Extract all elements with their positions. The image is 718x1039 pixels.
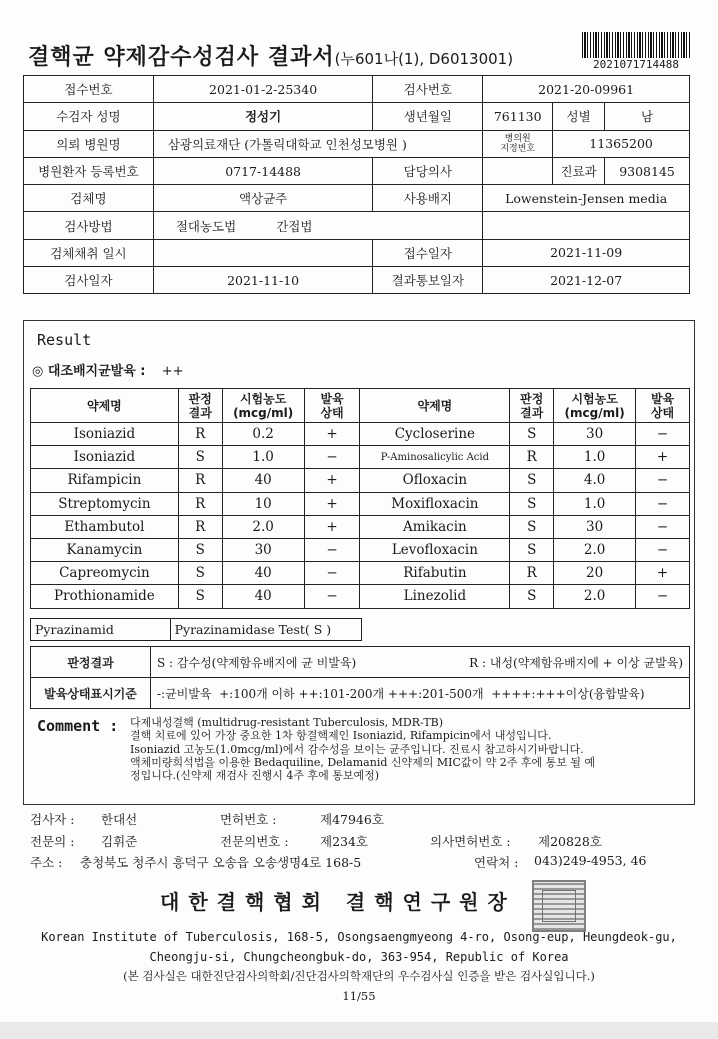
- drug-name: Capreomycin: [31, 562, 179, 585]
- growth-status: +: [636, 562, 690, 585]
- growth-status: −: [304, 585, 360, 608]
- address-label: 주소 :: [30, 855, 63, 870]
- report-title: [28, 40, 513, 71]
- hospital-name: 삼광의료재단 (가톨릭대학교 인천성모병원 ): [153, 130, 482, 157]
- drug-name: Cycloserine: [360, 423, 510, 446]
- sex-label: 성별: [553, 103, 605, 130]
- drug-name: Rifampicin: [31, 469, 179, 492]
- growth-status: −: [636, 469, 690, 492]
- info-row: [24, 130, 690, 157]
- growth-legend: -:균비발육 +:100개 이하 ++:101-200개 +++:201-500개 ++++:+++이상(융합발육): [151, 678, 690, 709]
- judgement-result: R: [510, 562, 554, 585]
- conc-header: 시험농도 (mcg/ml): [222, 389, 304, 423]
- official-seal-icon: [532, 880, 586, 932]
- judgement-result: R: [178, 469, 222, 492]
- specimen-value: 액상균주: [153, 185, 373, 212]
- judgement-result: S: [510, 423, 554, 446]
- organization-name: 대한결핵협회 결핵연구원장: [160, 890, 516, 914]
- test-concentration: 30: [222, 538, 304, 561]
- method-1: 절대농도법: [175, 218, 237, 234]
- barcode-number: 2021071714488: [592, 58, 680, 71]
- judgement-result: S: [178, 562, 222, 585]
- address-en-line-1: Korean Institute of Tuberculosis, 168-5, Osongsaengmyeong 4-ro, Osong-eup, Heungdeok-gu,: [41, 930, 677, 944]
- specialist-name: 김휘준: [101, 834, 138, 849]
- test-date-label: 검사일자: [24, 267, 154, 294]
- growth-status: −: [304, 446, 360, 469]
- drug-row: [31, 538, 690, 561]
- drug-row: [31, 469, 690, 492]
- drug-name: Levofloxacin: [360, 538, 510, 561]
- medium-label: 사용배지: [373, 185, 483, 212]
- specialist-label: 전문의 :: [30, 834, 75, 849]
- designation-no: 11365200: [553, 130, 690, 157]
- collection-date: [153, 239, 373, 266]
- method-value: [153, 212, 482, 239]
- doctor-label: 담당의사: [373, 157, 483, 184]
- drug-name: Streptomycin: [31, 492, 179, 515]
- drug-name: Amikacin: [360, 515, 510, 538]
- info-row: [24, 157, 690, 184]
- growth-legend-label: 발육상태표시기준: [31, 678, 151, 709]
- drug-name: Rifabutin: [360, 562, 510, 585]
- test-concentration: 0.2: [222, 423, 304, 446]
- drug-header: 약제명: [31, 389, 179, 423]
- judgement-result: S: [178, 538, 222, 561]
- growth-status: +: [304, 469, 360, 492]
- comment-line: 다제내성결핵 (multidrug-resistant Tuberculosis, MDR-TB): [130, 716, 444, 729]
- drug-name: Isoniazid: [31, 446, 179, 469]
- birth-label: 생년월일: [373, 103, 483, 130]
- method-2: 간접법: [276, 218, 313, 234]
- method-label: 검사방법: [24, 212, 154, 239]
- patient-reg: 0717-14488: [153, 157, 373, 184]
- report-date: 2021-12-07: [483, 267, 690, 294]
- judgement-result: R: [510, 446, 554, 469]
- judgement-s: S : 감수성(약제함유배지에 균 비발육): [157, 655, 357, 670]
- reception-date-label: 접수일자: [373, 239, 483, 266]
- test-concentration: 40: [222, 562, 304, 585]
- judgement-result: S: [510, 538, 554, 561]
- control-growth: [32, 360, 184, 379]
- drug-name: Kanamycin: [31, 538, 179, 561]
- control-label: ◎ 대조배지균발육 :: [32, 364, 146, 379]
- growth-status: −: [304, 562, 360, 585]
- patient-name-label: 수검자 성명: [24, 103, 154, 130]
- test-concentration: 4.0: [554, 469, 636, 492]
- info-row: [24, 239, 690, 266]
- judgement-result: S: [510, 492, 554, 515]
- reception-no-label: 접수번호: [24, 76, 154, 103]
- contact-value: 043)249-4953, 46: [534, 853, 647, 868]
- test-concentration: 2.0: [554, 538, 636, 561]
- doctor-license: 제20828호: [538, 834, 602, 849]
- medium-value: Lowenstein-Jensen media: [483, 185, 690, 212]
- info-row: [24, 267, 690, 294]
- reception-date: 2021-11-09: [483, 239, 690, 266]
- sex-value: 남: [605, 103, 690, 130]
- drug-name: P-Aminosalicylic Acid: [360, 446, 510, 469]
- info-row: [24, 212, 690, 239]
- designation-label-line: 병의원: [504, 133, 531, 144]
- form-code: (누601나(1), D6013001): [334, 50, 514, 68]
- judgement-result: R: [178, 515, 222, 538]
- test-concentration: 40: [222, 469, 304, 492]
- drug-row: [31, 562, 690, 585]
- judgement-result: S: [510, 515, 554, 538]
- drug-table-body: [31, 423, 690, 609]
- test-concentration: 1.0: [222, 446, 304, 469]
- designation-label-line: 지정번호: [500, 143, 536, 154]
- report-date-label: 결과통보일자: [373, 267, 483, 294]
- drug-name: Ethambutol: [31, 515, 179, 538]
- control-value: ++: [161, 364, 184, 379]
- specialist-no: 제234호: [320, 834, 369, 849]
- address-en-line-2: Cheongju-si, Chungcheongbuk-do, 363-954, Republic of Korea: [149, 950, 569, 964]
- test-concentration: 1.0: [554, 492, 636, 515]
- test-concentration: 2.0: [222, 515, 304, 538]
- contact-label: 연락처 :: [474, 855, 519, 870]
- conc-header: 시험농도 (mcg/ml): [554, 389, 636, 423]
- judgement-legend: [151, 647, 690, 678]
- doctor-name: [483, 157, 553, 184]
- judgement-result: S: [178, 585, 222, 608]
- collection-date-label: 검체채취 일시: [24, 239, 154, 266]
- test-concentration: 40: [222, 585, 304, 608]
- test-concentration: 2.0: [554, 585, 636, 608]
- growth-status: +: [304, 492, 360, 515]
- growth-status: −: [636, 423, 690, 446]
- drug-header: 약제명: [360, 389, 510, 423]
- drug-row: [31, 446, 690, 469]
- patient-reg-label: 병원환자 등록번호: [24, 157, 154, 184]
- drug-name: Ofloxacin: [360, 469, 510, 492]
- judgement-result: S: [510, 469, 554, 492]
- growth-status: +: [304, 515, 360, 538]
- judgement-r: R : 내성(약제함유배지에 + 이상 균발육): [469, 655, 683, 670]
- growth-header: 발육 상태: [304, 389, 360, 423]
- drug-row: [31, 585, 690, 608]
- drug-row: [31, 492, 690, 515]
- comment-label: Comment :: [37, 717, 119, 735]
- growth-header: 발육 상태: [636, 389, 690, 423]
- license-no: 제47946호: [320, 812, 384, 827]
- drug-name: Prothionamide: [31, 585, 179, 608]
- test-concentration: 20: [554, 562, 636, 585]
- address-value: 충청북도 청주시 흥덕구 오송읍 오송생명4로 168-5: [80, 855, 362, 870]
- pza-label: Pyrazinamid: [31, 619, 171, 641]
- growth-status: +: [304, 423, 360, 446]
- info-row: [24, 76, 690, 103]
- growth-status: −: [636, 538, 690, 561]
- drug-row: [31, 423, 690, 446]
- specimen-label: 검체명: [24, 185, 154, 212]
- info-row: [24, 103, 690, 130]
- method-blank: [483, 212, 690, 239]
- drug-row: [31, 515, 690, 538]
- test-concentration: 30: [554, 423, 636, 446]
- judgement-result: S: [510, 585, 554, 608]
- comment-line: 결핵 치료에 있어 가장 중요한 1차 항결핵제인 Isoniazid, Rifampicin에서 내성입니다.: [130, 729, 552, 743]
- drug-table: [30, 388, 690, 609]
- judgement-result: S: [178, 446, 222, 469]
- specialist-no-label: 전문의번호 :: [220, 834, 289, 849]
- bottom-margin: [0, 1022, 718, 1039]
- license-label: 면허번호 :: [220, 812, 277, 827]
- pyrazinamide-row: [31, 619, 362, 641]
- comment-text: [130, 716, 690, 782]
- judgement-header: 판정 결과: [178, 389, 222, 423]
- barcode-icon: [582, 32, 690, 58]
- pyrazinamide-table: [30, 618, 362, 641]
- judgement-row: [31, 647, 690, 678]
- birth-date: 761130: [483, 103, 553, 130]
- test-concentration: 30: [554, 515, 636, 538]
- examiner-name: 한대선: [101, 812, 138, 827]
- pza-value: Pyrazinamidase Test( S ): [170, 619, 361, 641]
- department-label: 진료과: [553, 157, 605, 184]
- test-no-label: 검사번호: [373, 76, 483, 103]
- test-date: 2021-11-10: [153, 267, 373, 294]
- growth-status: +: [636, 446, 690, 469]
- hospital-label: 의뢰 병원명: [24, 130, 154, 157]
- certification-note: (본 검사실은 대한진단검사의학회/진단검사의학재단의 우수검사실 인증을 받은 검사실입니다.): [123, 969, 595, 983]
- drug-name: Linezolid: [360, 585, 510, 608]
- growth-legend-row: [31, 678, 690, 709]
- info-row: [24, 185, 690, 212]
- examiner-label: 검사자 :: [30, 812, 75, 827]
- result-title: Result: [37, 331, 92, 349]
- drug-name: Isoniazid: [31, 423, 179, 446]
- judgement-header: 판정 결과: [510, 389, 554, 423]
- judgement-label: 판정결과: [31, 647, 151, 678]
- growth-status: −: [636, 492, 690, 515]
- growth-status: −: [304, 538, 360, 561]
- drug-table-header: [31, 389, 690, 423]
- designation-label: [483, 130, 553, 157]
- test-no: 2021-20-09961: [483, 76, 690, 103]
- comment-line: 액체미량희석법을 이용한 Bedaquiline, Delamanid 신약제의 MIC값이 약 2주 후에 통보 될 예: [130, 755, 596, 769]
- doctor-license-label: 의사면허번호 :: [430, 834, 511, 849]
- judgement-result: R: [178, 492, 222, 515]
- patient-name: 정성기: [153, 103, 373, 130]
- department-value: 9308145: [605, 157, 690, 184]
- drug-name: Moxifloxacin: [360, 492, 510, 515]
- comment-line: Isoniazid 고농도(1.0mcg/ml)에서 감수성을 보이는 균주입니다. 진료시 참고하시기바랍니다.: [130, 742, 584, 756]
- page-number: 11/55: [342, 989, 376, 1003]
- growth-status: −: [636, 515, 690, 538]
- patient-info-table: [23, 75, 690, 294]
- growth-status: −: [636, 585, 690, 608]
- test-concentration: 1.0: [554, 446, 636, 469]
- comment-line: 정입니다.(신약제 재검사 진행시 4주 후에 통보예정): [130, 769, 380, 783]
- judgement-table: [30, 646, 690, 709]
- test-concentration: 10: [222, 492, 304, 515]
- title-text: 결핵균 약제감수성검사 결과서: [28, 45, 335, 70]
- judgement-result: R: [178, 423, 222, 446]
- reception-no: 2021-01-2-25340: [153, 76, 373, 103]
